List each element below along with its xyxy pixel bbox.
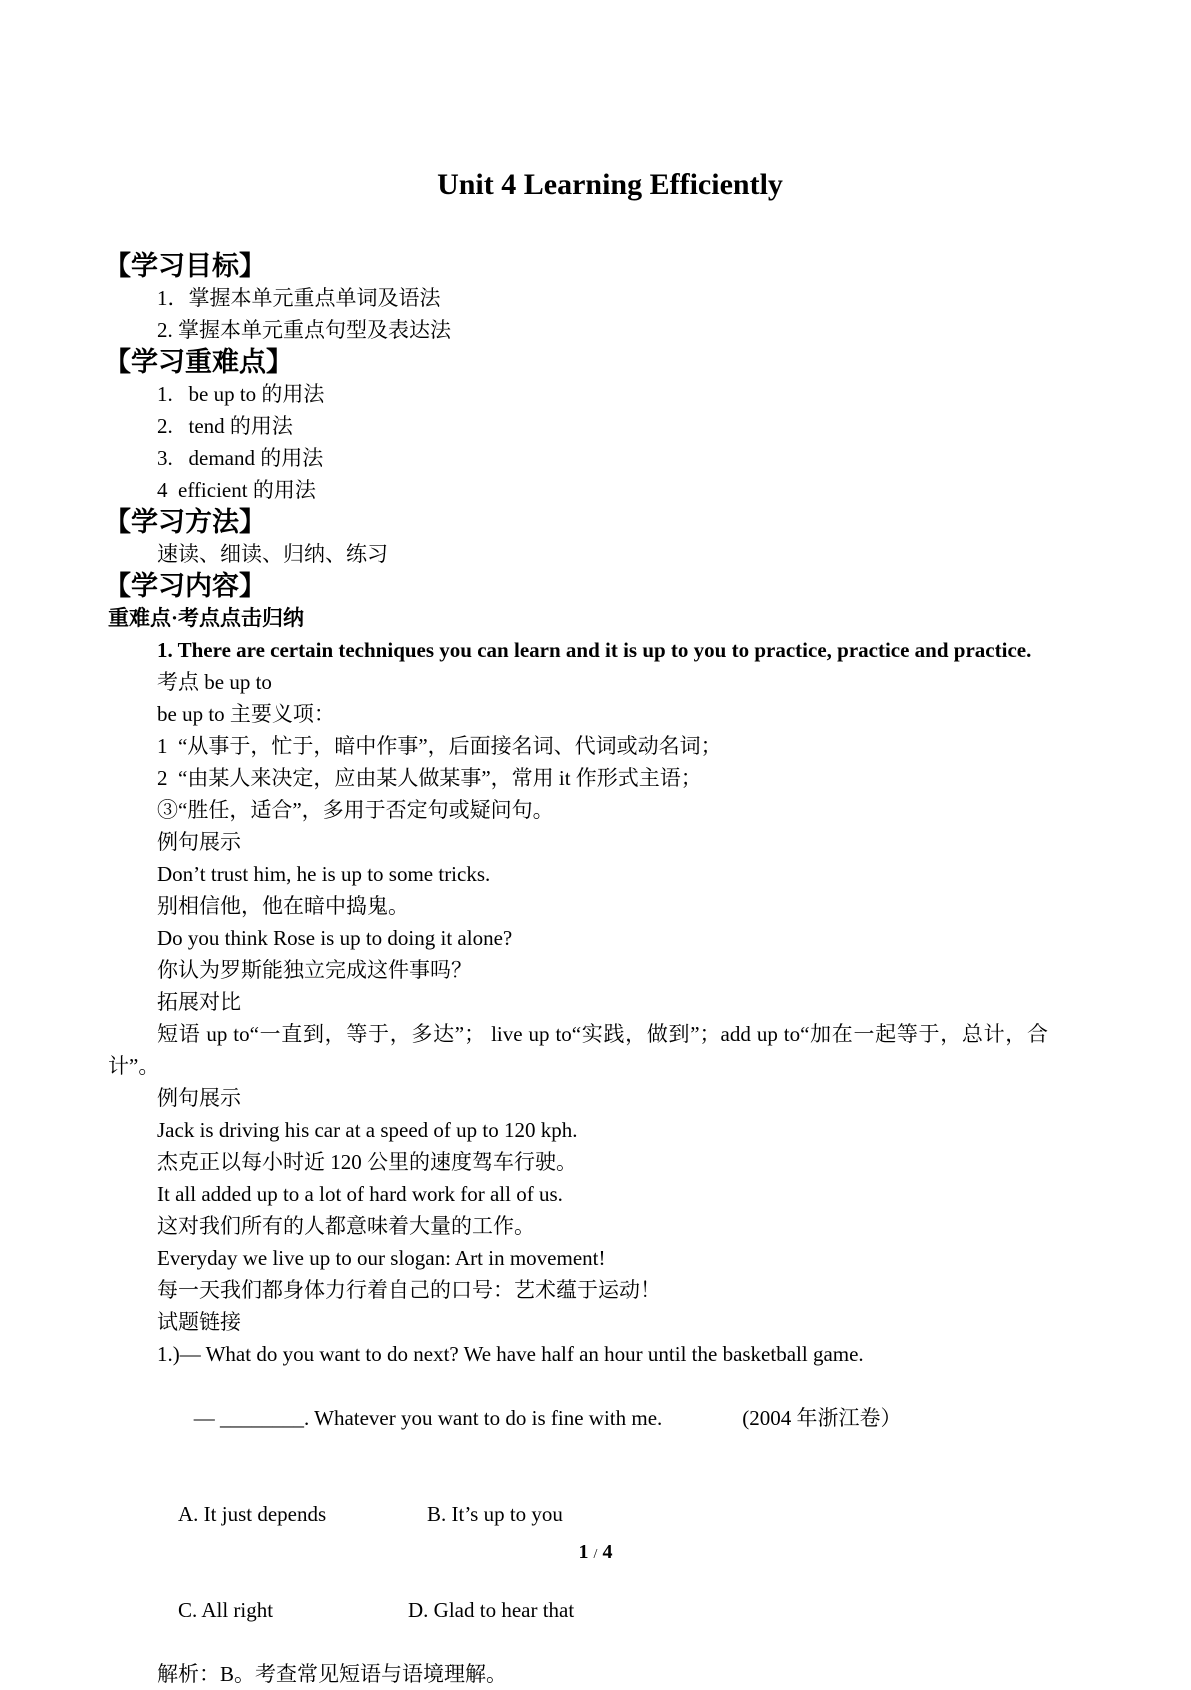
example-line: 你认为罗斯能独立完成这件事吗？ bbox=[157, 958, 472, 982]
example-line: Jack is driving his car at a speed of up to 120 kph. bbox=[157, 1118, 578, 1142]
key-point-item: 3. demand 的用法 bbox=[157, 446, 324, 470]
key-points-heading: 【学习重难点】 bbox=[104, 347, 293, 377]
example-line: 每一天我们都身体力行着自己的口号：艺术蕴于运动！ bbox=[157, 1278, 661, 1302]
extension-label: 拓展对比 bbox=[157, 990, 241, 1014]
extension-text: 短语 up to“一直到，等于，多达”； live up to“实践，做到”；add up to“加在一起等于，总计，合计”。 bbox=[108, 1022, 1048, 1078]
methods-text: 速读、细读、归纳、练习 bbox=[157, 542, 388, 566]
page-separator: / bbox=[593, 1547, 598, 1562]
example-line: Don’t trust him, he is up to some tricks. bbox=[157, 862, 491, 886]
example-line: 杰克正以每小时近 120 公里的速度驾车行驶。 bbox=[157, 1150, 577, 1174]
page-number bbox=[0, 1541, 1191, 1564]
key-sentence: 1. There are certain techniques you can learn and it is up to you to practice, practice and practice. bbox=[157, 638, 1032, 662]
objectives-heading: 【学习目标】 bbox=[104, 251, 266, 281]
kaodian-label: 考点 be up to bbox=[157, 670, 272, 694]
meaning-item: 2 “由某人来决定，应由某人做某事”，常用 it 作形式主语； bbox=[157, 766, 702, 790]
question-source: (2004 年浙江卷） bbox=[742, 1406, 902, 1430]
total-pages: 4 bbox=[602, 1541, 613, 1563]
content-heading: 【学习内容】 bbox=[104, 571, 266, 601]
example-line: It all added up to a lot of hard work for all of us. bbox=[157, 1182, 563, 1206]
example-line: Everyday we live up to our slogan: Art in movement! bbox=[157, 1246, 606, 1270]
methods-heading: 【学习方法】 bbox=[104, 507, 266, 537]
example-line: Do you think Rose is up to doing it alone? bbox=[157, 926, 513, 950]
option-d: D. Glad to hear that bbox=[408, 1598, 575, 1622]
exercise-answer-line bbox=[108, 1370, 1048, 1466]
key-point-item: 2. tend 的用法 bbox=[157, 414, 293, 438]
options-row bbox=[108, 1562, 1048, 1658]
key-point-item: 4 efficient 的用法 bbox=[157, 478, 316, 502]
meanings-label: be up to 主要义项： bbox=[157, 702, 335, 726]
key-point-item: 1. be up to 的用法 bbox=[157, 382, 325, 406]
objective-item: 2. 掌握本单元重点句型及表达法 bbox=[157, 318, 451, 342]
meaning-item: ③“胜任，适合”，多用于否定句或疑问句。 bbox=[157, 798, 554, 822]
option-a: A. It just depends bbox=[178, 1502, 327, 1526]
example-line: 这对我们所有的人都意味着大量的工作。 bbox=[157, 1214, 535, 1238]
document-title: Unit 4 Learning Efficiently bbox=[437, 168, 783, 201]
exercise-label: 试题链接 bbox=[157, 1310, 241, 1334]
content-subheading: 重难点·考点点击归纳 bbox=[108, 606, 305, 630]
current-page: 1 bbox=[578, 1541, 589, 1563]
exercise-question: 1.)— What do you want to do next? We have half an hour until the basketball game. bbox=[157, 1342, 864, 1366]
option-c: C. All right bbox=[178, 1598, 274, 1622]
objective-item: 1．掌握本单元重点单词及语法 bbox=[157, 286, 441, 310]
answer-text: — ________. Whatever you want to do is fine with me. bbox=[178, 1406, 663, 1430]
examples-label: 例句展示 bbox=[157, 830, 241, 854]
analysis-text: 解析：B。考查常见短语与语境理解。 bbox=[157, 1662, 508, 1686]
example-line: 别相信他，他在暗中捣鬼。 bbox=[157, 894, 409, 918]
document-body bbox=[104, 250, 1048, 1690]
examples-label: 例句展示 bbox=[157, 1086, 241, 1110]
option-b: B. It’s up to you bbox=[427, 1502, 563, 1526]
meaning-item: 1 “从事于，忙于，暗中作事”，后面接名词、代词或动名词； bbox=[157, 734, 722, 758]
